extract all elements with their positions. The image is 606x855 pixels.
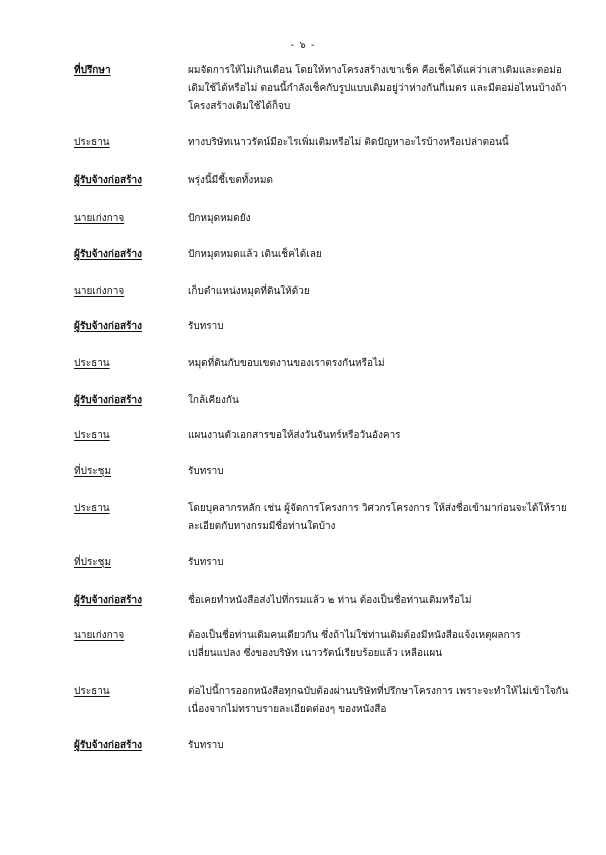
speaker-label: นายเก่งกาจ: [74, 213, 125, 224]
speaker-label: ประธาน: [74, 358, 110, 369]
speaker-label: ผู้รับจ้างก่อสร้าง: [74, 321, 142, 332]
utterance-text: เก็บตำแหน่งหมุดที่ดินให้ด้วย: [188, 286, 310, 297]
utterance-text: แผนงานตัวเอกสารขอให้ส่งวันจันทร์หรือวันอังคาร: [188, 430, 401, 441]
speaker-label: ที่ประชุม: [74, 557, 112, 568]
speaker-label: ที่ปรึกษา: [74, 65, 111, 76]
utterance-text: โดยบุคลากรหลัก เช่น ผู้จัดการโครงการ วิศวกรโครงการ ให้ส่งชื่อเข้ามาก่อนจะได้ให้รายละเอียดกับทางกรมมีชื่อท่านใดบ้าง: [188, 503, 567, 532]
utterance-text: ต้องเป็นชื่อท่านเดิมคนเดียวกัน ซึ่งถ้าไม่ใช่ท่านเดิมต้องมีหนังสือแจ้งเหตุผลการเปลี่ยนแปลง ซึ่งของบริษัท เนาวรัตน์เรียบร้อยแล้ว เหลือแผน: [188, 630, 521, 659]
utterance-text: รับทราบ: [188, 557, 224, 568]
utterance-text: ต่อไปนี้การออกหนังสือทุกฉบับต้องผ่านบริษัทที่ปรึกษาโครงการ เพราะจะทำให้ไม่เข้าใจกันเนื่องจากไม่ทราบรายละเอียดต่องๆ ของหนังสือ: [188, 686, 569, 715]
utterance-text: ปักหมุดหมดยัง: [188, 213, 251, 224]
speaker-label: ผู้รับจ้างก่อสร้าง: [74, 249, 142, 260]
utterance-text: ผมจัดการให้ไม่เกินเดือน โดยให้ทางโครงสร้างเขาเช็ค คือเช็คได้แค่ว่าเสาเดิมและตอม่อเดิมใช้ได้หรือไม่ ตอนนี้กำลังเช็คกับรูปแบบเดิมอยู่ว่าห่างกันกี่เมตร และมีตอม่อไหนบ้างถ้าโครงสร้างเดิมใช้ได้ก็จบ: [188, 65, 567, 112]
utterance-text: ทางบริษัทเนาวรัตน์มีอะไรเพิ่มเติมหรือไม่ ติดปัญหาอะไรบ้างหรือเปล่าตอนนี้: [188, 137, 509, 148]
utterance-text: ปักหมุดหมดแล้ว เดินเช็คได้เลย: [188, 249, 322, 260]
speaker-label: ประธาน: [74, 137, 110, 148]
speaker-label: ประธาน: [74, 503, 110, 514]
utterance-text: รับทราบ: [188, 321, 224, 332]
utterance-text: รับทราบ: [188, 740, 224, 751]
speaker-label: ประธาน: [74, 686, 110, 697]
speaker-label: นายเก่งกาจ: [74, 630, 125, 641]
speaker-label: ผู้รับจ้างก่อสร้าง: [74, 595, 142, 606]
speaker-label: ประธาน: [74, 430, 110, 441]
utterance-text: ใกล้เคียงกัน: [188, 395, 239, 406]
utterance-text: พรุ่งนี้มีชี้เขตทั้งหมด: [188, 175, 273, 186]
speaker-label: ผู้รับจ้างก่อสร้าง: [74, 395, 142, 406]
utterance-text: รับทราบ: [188, 466, 224, 477]
speaker-label: ผู้รับจ้างก่อสร้าง: [74, 175, 142, 186]
utterance-text: หมุดที่ดินกับขอบเขตงานของเราตรงกันหรือไม่: [188, 358, 385, 369]
utterance-text: ชื่อเคยทำหนังสือส่งไปที่กรมแล้ว ๒ ท่าน ต้องเป็นชื่อท่านเดิมหรือไม่: [188, 595, 472, 606]
page-number: - ๖ -: [290, 40, 316, 51]
speaker-label: ผู้รับจ้างก่อสร้าง: [74, 740, 142, 751]
speaker-label: ที่ประชุม: [74, 466, 112, 477]
speaker-label: นายเก่งกาจ: [74, 286, 125, 297]
